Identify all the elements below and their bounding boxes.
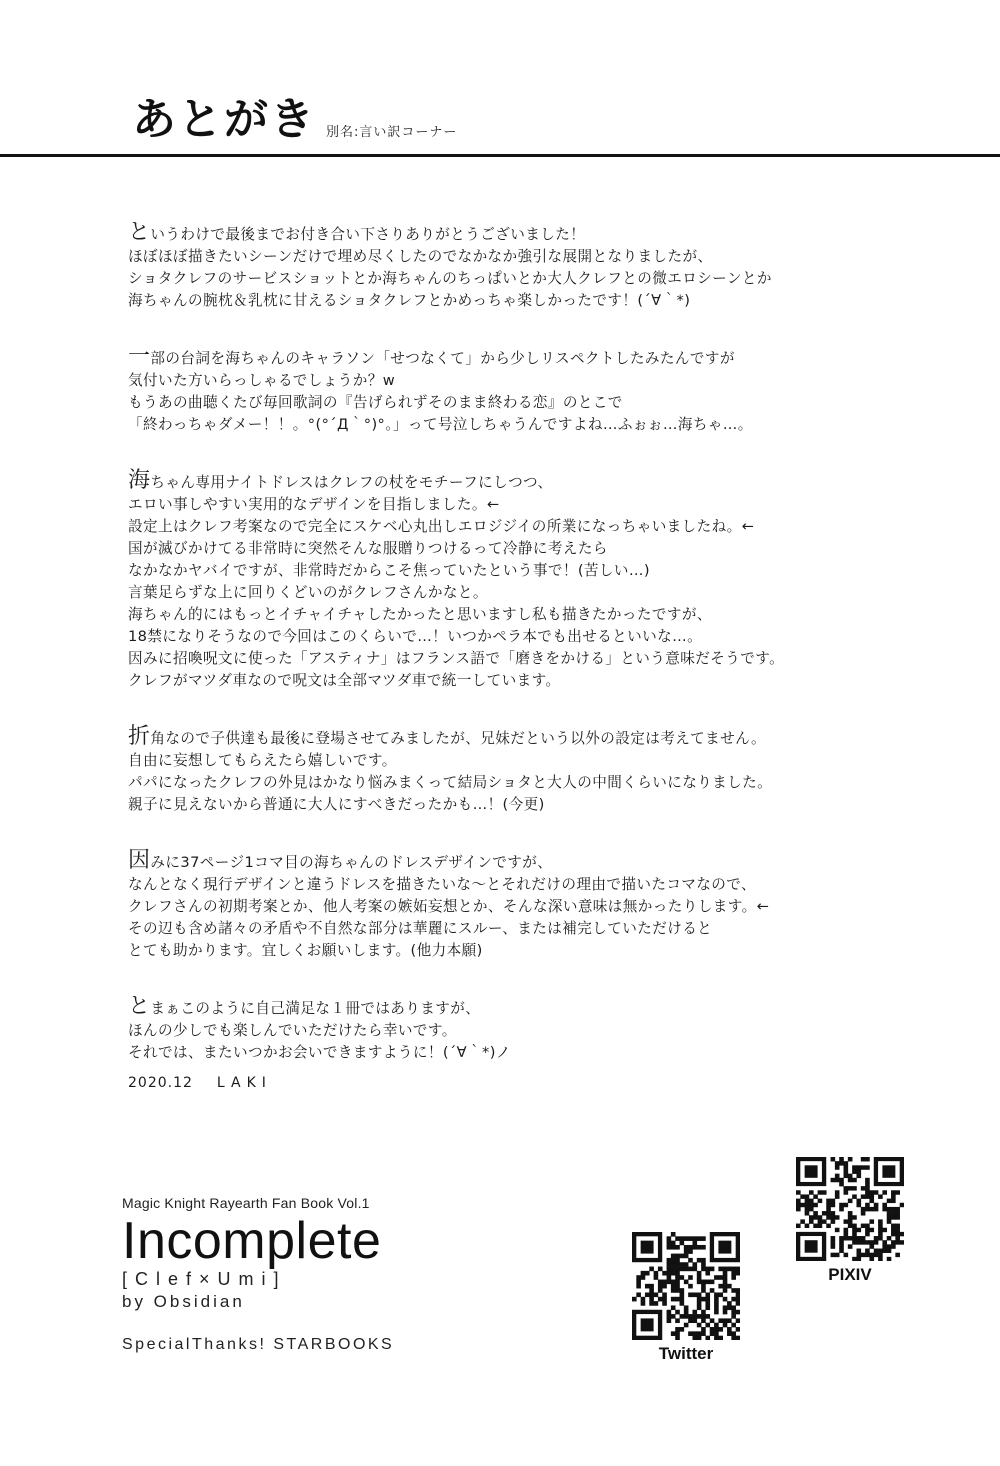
paragraph-line: ほぼほぼ描きたいシーンだけで埋め尽くしたのでなかなか強引な展開となりましたが、 <box>128 248 713 265</box>
paragraph-line-text: 角なので子供達も最後に登場させてみましたが、兄妹だという以外の設定は考えてません。 <box>150 730 767 747</box>
header-divider <box>0 154 1000 157</box>
paragraph <box>128 726 928 816</box>
paragraph-first-line <box>128 850 928 874</box>
paragraph-line: パパになったクレフの外見はかなり悩みまくって結局ショタと大人の中間くらいになりました。 <box>128 774 773 791</box>
paragraph-first-line <box>128 222 928 246</box>
signature-author: LAKI <box>216 1075 272 1091</box>
paragraph-line: その辺も含め諸々の矛盾や不自然な部分は華麗にスルー、または補完していただけると <box>128 920 713 937</box>
paragraph-line: それでは、またいつかお会いできますように！(´∀｀*)ノ <box>128 1044 511 1061</box>
paragraph-first-line <box>128 346 928 370</box>
pixiv-qr-block <box>796 1157 904 1285</box>
series-name: Magic Knight Rayearth Fan Book Vol.1 <box>122 1195 370 1211</box>
paragraph <box>128 222 928 312</box>
paragraph-line: なかなかヤバイですが、非常時だからこそ焦っていたという事で！(苦しい…) <box>128 562 650 579</box>
paragraph-line-text: まぁこのように自己満足な１冊ではありますが、 <box>150 1000 481 1017</box>
twitter-qr-block <box>632 1232 740 1364</box>
paragraph-line: 海ちゃん的にはもっとイチャイチャしたかったと思いますし私も描きたかったですが、 <box>128 606 712 623</box>
book-circle: by Obsidian <box>122 1292 245 1311</box>
signature <box>128 1075 272 1091</box>
paragraph-line: ほんの少しでも楽しんでいただけたら幸いです。 <box>128 1022 457 1039</box>
paragraph-initial: 因 <box>128 848 151 873</box>
paragraph-line: 国が滅びかけてる非常時に突然そんな服贈りつけるって冷静に考えたら <box>128 540 608 557</box>
pixiv-qr-icon[interactable] <box>796 1157 904 1261</box>
paragraph-line: もうあの曲聴くたび毎回歌詞の『告げられずそのまま終わる恋』のとこで <box>128 394 623 411</box>
paragraph <box>128 470 928 692</box>
pixiv-qr-label: PIXIV <box>828 1265 872 1284</box>
colophon <box>122 1195 542 1354</box>
afterword-body <box>128 222 928 1098</box>
paragraph <box>128 346 928 436</box>
paragraph-first-line <box>128 470 928 494</box>
page-header <box>132 94 458 145</box>
book-title: Incomplete <box>122 1212 382 1270</box>
paragraph-line: エロい事しやすい実用的なデザインを目指しました。← <box>128 496 500 513</box>
twitter-qr-icon[interactable] <box>632 1232 740 1340</box>
paragraph-line-text: みに37ページ1コマ目の海ちゃんのドレスデザインですが、 <box>150 854 553 871</box>
signature-date: 2020.12 <box>128 1075 193 1091</box>
paragraph-initial: と <box>128 994 151 1019</box>
paragraph-line: 設定上はクレフ考案なので完全にスケベ心丸出しエロジジイの所業になっちゃいましたね。← <box>128 518 755 535</box>
paragraph-line: 言葉足らずな上に回りくどいのがクレフさんかなと。 <box>128 584 488 601</box>
paragraph-line: 18禁になりそうなので今回はこのくらいで…！いつかペラ本でも出せるといいな…。 <box>128 628 703 645</box>
paragraph-line-text: 部の台詞を海ちゃんのキャラソン「せつなくて」から少しリスペクトしたみたんですが <box>150 350 735 367</box>
paragraph-line: とても助かります。宜しくお願いします。(他力本願) <box>128 942 483 959</box>
page-subtitle: 別名:言い訳コーナー <box>326 125 458 140</box>
page-title: あとがき <box>132 94 316 145</box>
paragraph-initial: と <box>128 220 151 245</box>
paragraph <box>128 850 928 962</box>
paragraph-first-line <box>128 726 928 750</box>
paragraph-first-line <box>128 996 928 1020</box>
paragraph-line: 親子に見えないから普通に大人にすべきだったかも…！(今更) <box>128 796 545 813</box>
twitter-qr-label: Twitter <box>658 1344 714 1363</box>
paragraph-line-text: ちゃん専用ナイトドレスはクレフの杖をモチーフにしつつ、 <box>150 474 553 491</box>
paragraph-line: 因みに招喚呪文に使った「アスティナ」はフランス語で「磨きをかける」という意味だそうです。 <box>128 650 785 667</box>
paragraph-line: ショタクレフのサービスショットとか海ちゃんのちっぱいとか大人クレフとの微エロシーンとか <box>128 270 772 287</box>
paragraph-line: クレフがマツダ車なので呪文は全部マツダ車で統一しています。 <box>128 672 561 689</box>
book-pairing: [Clef×Umi] <box>122 1269 287 1289</box>
paragraph-line: 自由に妄想してもらえたら嬉しいです。 <box>128 752 397 769</box>
paragraph-line: 海ちゃんの腕枕＆乳枕に甘えるショタクレフとかめっちゃ楽しかったです！(´∀｀*) <box>128 292 691 309</box>
paragraph-line: なんとなく現行デザインと違うドレスを描きたいな～とそれだけの理由で描いたコマなので、 <box>128 876 756 893</box>
paragraph-line: 気付いた方いらっしゃるでしょうか？w <box>128 372 396 389</box>
paragraph-line-text: いうわけで最後までお付き合い下さりありがとうございました！ <box>150 226 586 243</box>
paragraph-initial: 海 <box>128 468 151 493</box>
paragraph-line: クレフさんの初期考案とか、他人考案の嫉妬妄想とか、そんな深い意味は無かったりします。← <box>128 898 770 915</box>
paragraph-initial: 折 <box>128 724 151 749</box>
paragraph <box>128 996 928 1064</box>
paragraph-initial: 一 <box>128 344 151 369</box>
special-thanks: SpecialThanks! STARBOOKS <box>122 1336 395 1353</box>
paragraph-line: 「終わっちゃダメー！！。°(°´Д｀°)°。」って号泣しちゃうんですよね…ふぉぉ…海ちゃ…。 <box>128 416 753 433</box>
